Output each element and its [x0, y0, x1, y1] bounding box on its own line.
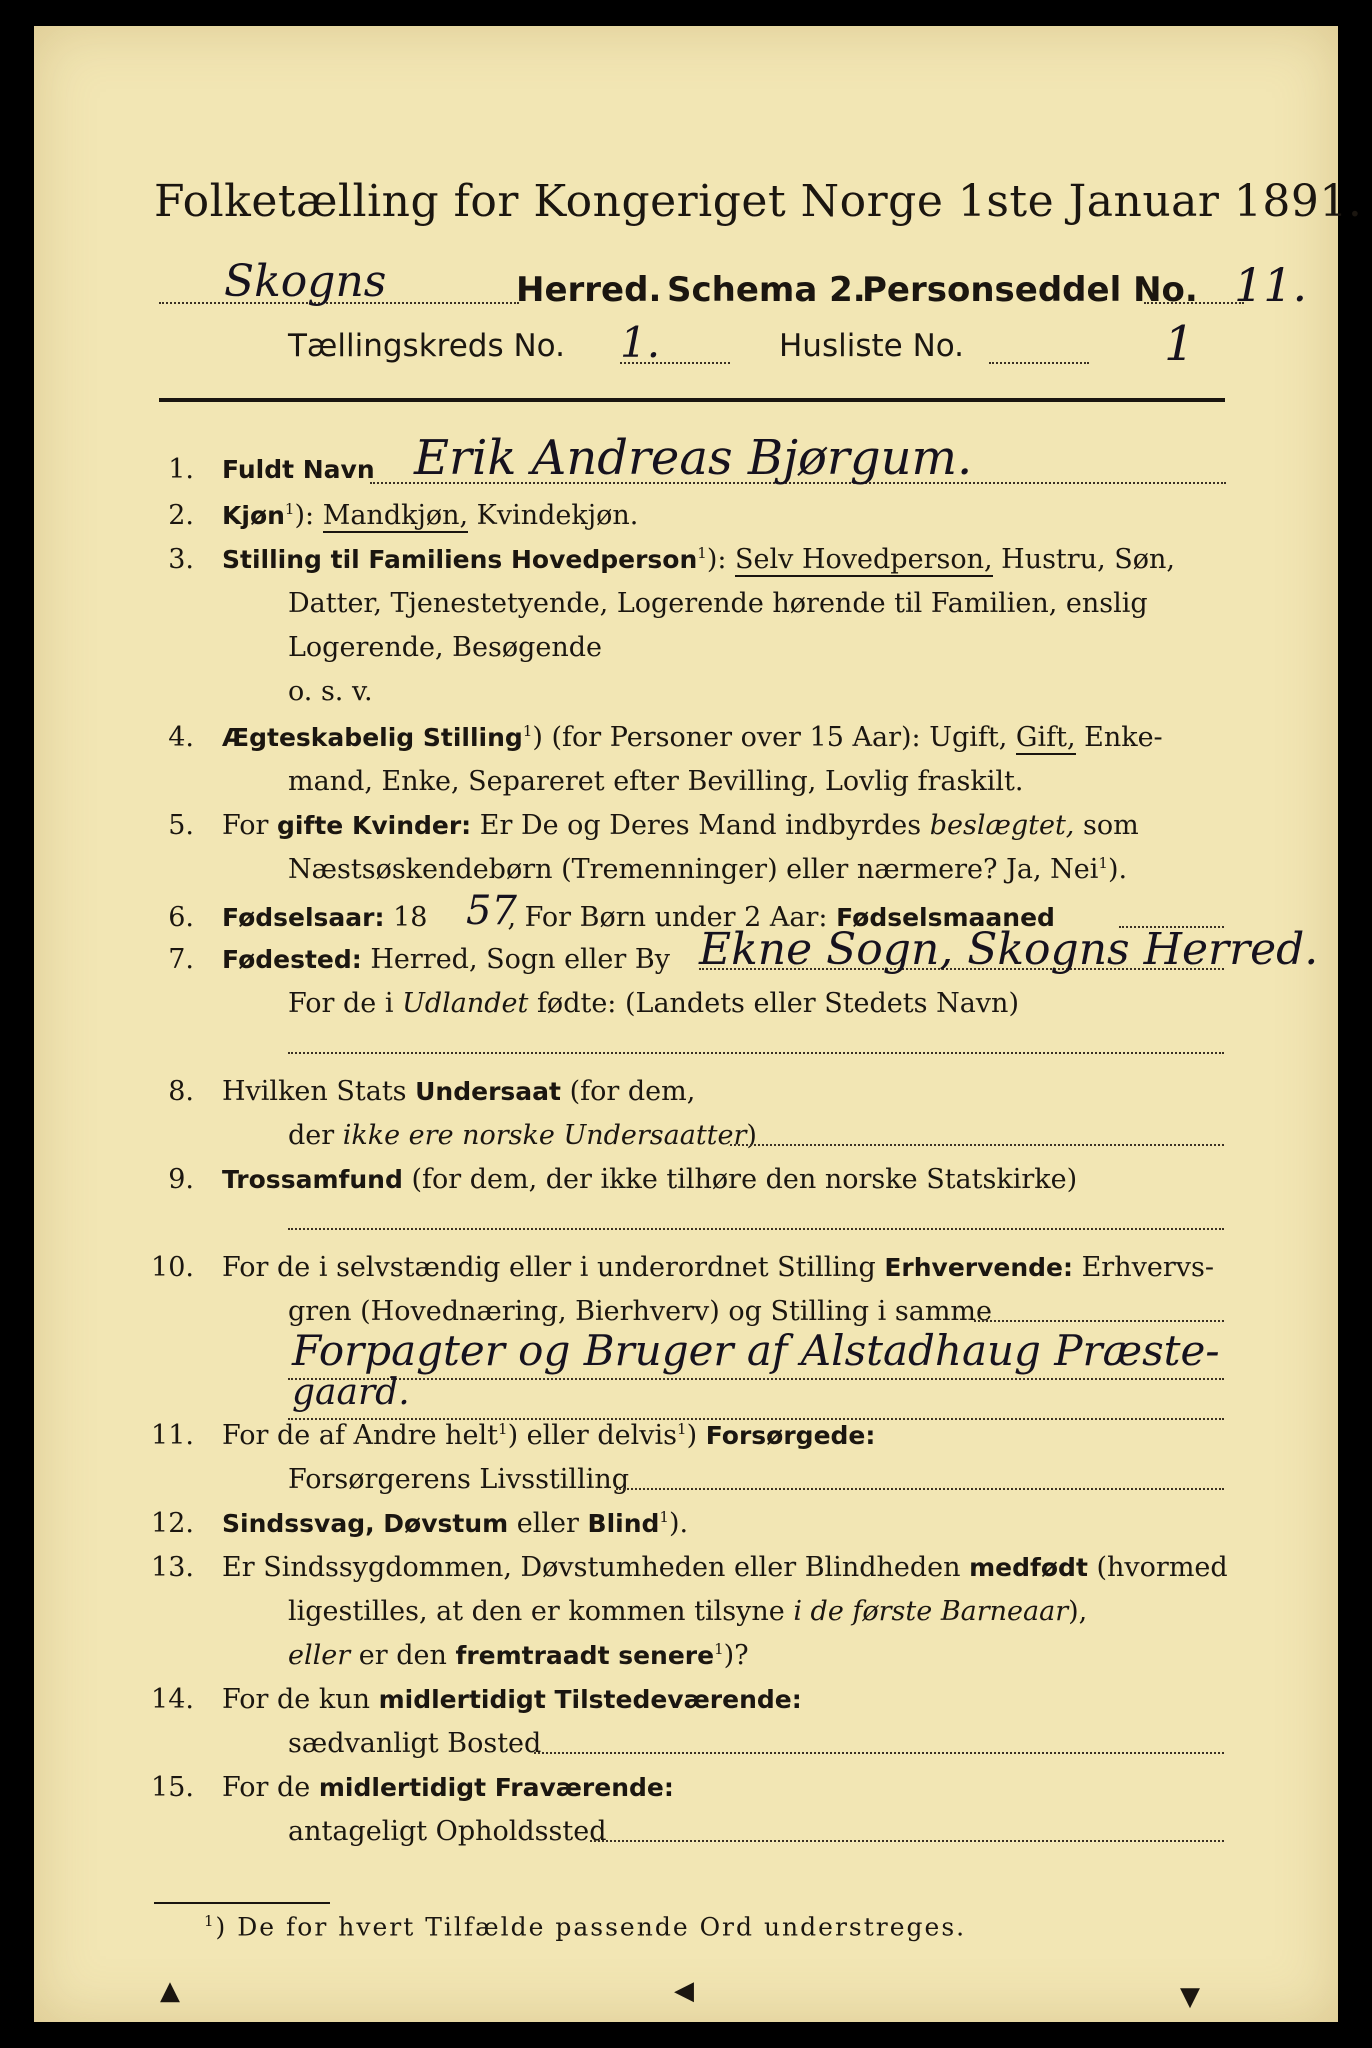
item-10-line2: gren (Hovednæring, Bierhverv) og Stilling i samme [288, 1296, 993, 1327]
kreds-label: Tællingskreds No. [288, 328, 565, 364]
item-15-dots [590, 1840, 1224, 1842]
item-8-label: Undersaat [415, 1077, 561, 1106]
item-7-number: 7. [168, 944, 194, 975]
item-6-value: 57 [466, 888, 517, 934]
census-form: Folketælling for Kongeriget Norge 1ste Januar 1891. Skogns Herred. Schema 2. Personseddel No. 11. Tællingskreds No. 1. Husliste No. 1 1. Fuldt Navn Erik Andreas Bjørgum. 2. Kjøn$^1$): Mandkjøn, Kvindekjøn. 3. Stilling til Familiens Hovedperson$^1$): Selv Hovedperson, Hustru, Søn, Datter, Tjenestetyende, Logerende hørende til Familien, enslig Logerende, Besøgende o. s. v. 4. Ægteskabelig Stilling$^1$) (for Personer over 15 Aar): Ugift, Gift, Enke- mand, Enke, Separeret efter Bevilling, Lovlig fraskilt. 5. For gifte Kvinder: Er De og Deres Mand indbyrdes beslægtet, som Næstsøskendebørn (Tremenninger) eller nærmere? Ja, Nei$^1$). 6. Fødselsaar: 18 , For Børn under 2 Aar: Fødselsmaaned 57 7. Fødested: Herred, Sogn eller By Ekne Sogn, Skogns Herred. For de i Udlandet fødte: (Landets eller Stedets Navn) 8. Hvilken Stats Undersaat (for dem, der ikke ere norske Undersaatter) 9. Trossamfund (for dem, der ikke tilhøre den norske Statskirke) 10. For de i selvstændig eller i underordnet Stilling Erhvervende: Erhvervs- gren (Hovednæring, Bierhverv) og Stilling i samme Forpagter og Bruger af Alstadhaug Præste- gaard. 11. For de af Andre helt$^1$) eller delvis$^1$) Forsørgede: Forsørgerens Livsstilling 12. Sindssvag, Døvstum eller Blind$^1$). 13. Er Sindssygdommen, Døvstumheden eller Blindheden medfødt (hvormed ligestilles, at den er kommen tilsyne i de første Barneaar), eller er den fremtraadt senere$^1$)? 14. For de kun midlertidigt Tilstedeværende: sædvanligt Bosted 15. For de midlertidigt Fraværende: antageligt Opholdssted $^1$) De for hvert Tilfælde passende Ord understreges. ▲ ◀ ▼ [34, 26, 1338, 2022]
item-6-label2: Fødselsmaaned [836, 903, 1055, 932]
item-4-selected: Gift, [1015, 722, 1076, 753]
item-11-dots [616, 1488, 1224, 1490]
item-5-number: 5. [168, 810, 194, 841]
item-10-dots [974, 1320, 1224, 1322]
herred-label: Herred. [516, 270, 662, 310]
item-12-number: 12. [151, 1508, 194, 1539]
item-8-dots [730, 1144, 1224, 1146]
item-2-number: 2. [168, 500, 194, 531]
item-11-line2: Forsørgerens Livsstilling [288, 1464, 630, 1495]
item-3-line2: Datter, Tjenestetyende, Logerende hørende til Familien, enslig [288, 588, 1148, 619]
item-9-number: 9. [168, 1164, 194, 1195]
item-9-label: Trossamfund [222, 1165, 403, 1194]
item-15-number: 15. [151, 1772, 194, 1803]
item-5-label: gifte Kvinder: [277, 811, 472, 840]
item-10-value-line1: Forpagter og Bruger af Alstadhaug Præste- [292, 1326, 1220, 1375]
item-10-value-dots [288, 1378, 1224, 1380]
item-7-label: Fødested: [222, 945, 362, 974]
item-11-label: Forsørgede: [705, 1421, 876, 1450]
item-13-label: medfødt [969, 1553, 1088, 1582]
item-4-label: Ægteskabelig Stilling [222, 723, 523, 752]
item-3-selected: Selv Hovedperson, [735, 544, 993, 575]
item-13-line2: ligestilles, at den er kommen tilsyne i de første Barneaar), [288, 1596, 1088, 1627]
item-8-number: 8. [168, 1076, 194, 1107]
footnote-rule [154, 1902, 330, 1904]
personseddel-label: Personseddel No. [862, 270, 1198, 310]
item-15-line2: antageligt Opholdssted [288, 1816, 607, 1847]
item-5-line2: Næstsøskendebørn (Tremenninger) eller nærmere? Ja, Nei$^1$). [288, 854, 1128, 885]
item-3-number: 3. [168, 544, 194, 575]
husliste-dots [989, 362, 1089, 364]
item-4-number: 4. [168, 722, 194, 753]
form-title: Folketælling for Kongeriget Norge 1ste Januar 1891. [154, 176, 1363, 227]
item-1-label: Fuldt Navn [222, 455, 375, 484]
item-14-line2: sædvanligt Bosted [288, 1728, 542, 1759]
herred-value: Skogns [224, 256, 387, 307]
kreds-dots [620, 362, 730, 364]
item-14-label: midlertidigt Tilstedeværende: [378, 1685, 802, 1714]
item-15-label: midlertidigt Fraværende: [318, 1773, 674, 1802]
item-2-label: Kjøn [222, 501, 285, 530]
personseddel-value: 11. [1234, 258, 1308, 312]
husliste-label: Husliste No. [779, 328, 965, 364]
item-7-blank-dots [288, 1052, 1224, 1054]
header-rule [159, 398, 1225, 402]
item-14-number: 14. [151, 1684, 194, 1715]
item-2-selected: Mandkjøn, [322, 500, 469, 531]
item-9-dots [288, 1228, 1224, 1230]
item-13-number: 13. [151, 1552, 194, 1583]
registration-mark-right: ▼ [1180, 1982, 1200, 2012]
item-10-number: 10. [151, 1252, 194, 1283]
item-6-label: Fødselsaar: [222, 903, 385, 932]
item-1-value: Erik Andreas Bjørgum. [414, 430, 973, 486]
item-13-line3: eller er den fremtraadt senere$^1$)? [288, 1640, 749, 1671]
item-3-line4: o. s. v. [288, 676, 373, 707]
item-7-line2: For de i Udlandet fødte: (Landets eller Stedets Navn) [288, 988, 1019, 1019]
item-1-number: 1. [168, 454, 194, 485]
kreds-value: 1. [620, 318, 661, 367]
registration-mark-center: ◀ [674, 1976, 694, 2006]
item-3-label: Stilling til Familiens Hovedperson [222, 545, 698, 574]
item-10-label: Erhvervende: [884, 1253, 1074, 1282]
item-11-number: 11. [151, 1420, 194, 1451]
item-12-label: Sindssvag, Døvstum [222, 1509, 509, 1538]
item-3-line3: Logerende, Besøgende [288, 632, 602, 663]
item-14-dots [534, 1752, 1224, 1754]
husliste-value: 1 [1164, 316, 1195, 372]
footnote: $^1$) De for hvert Tilfælde passende Ord understreges. [204, 1912, 967, 1942]
item-7-value: Ekne Sogn, Skogns Herred. [699, 924, 1319, 975]
schema-label: Schema 2. [667, 270, 866, 310]
item-8-line2: der ikke ere norske Undersaatter) [288, 1120, 757, 1151]
personseddel-dots [1144, 302, 1244, 304]
item-6-number: 6. [168, 902, 194, 933]
item-4-line2: mand, Enke, Separeret efter Bevilling, Lovlig fraskilt. [288, 766, 1024, 797]
item-10-value-line2: gaard. [292, 1372, 410, 1413]
registration-mark-left: ▲ [160, 1976, 180, 2006]
